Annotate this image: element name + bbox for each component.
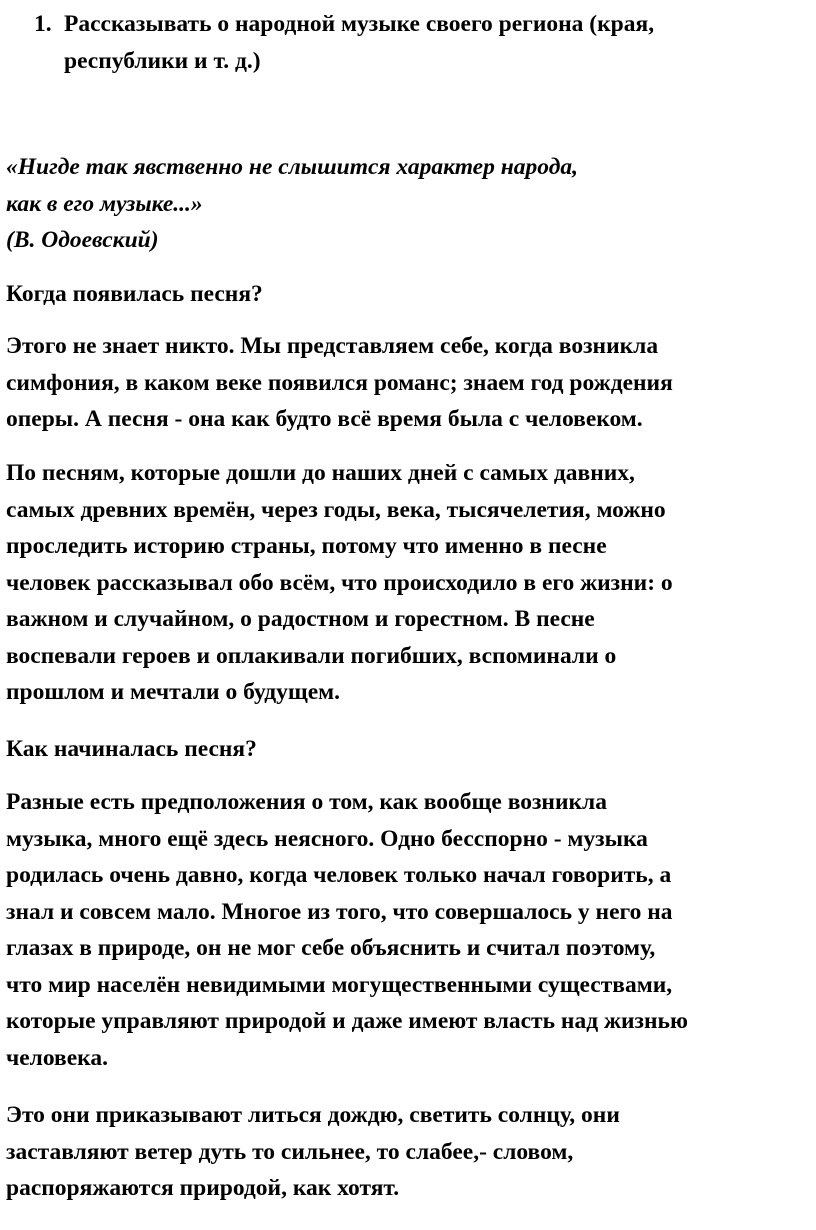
paragraph-4 [6,1097,620,1207]
paragraph-line: самых древних времён, через годы, века, тысячелетия, можно [6,496,666,523]
numbered-list [0,6,816,79]
paragraph-2 [6,455,673,711]
paragraph-line: музыка, много ещё здесь неясного. Одно бесспорно - музыка [6,825,648,852]
paragraph-line: знал и совсем мало. Многое из того, что совершалось у него на [6,898,673,925]
paragraph-3 [6,784,688,1076]
paragraph-line: человек рассказывал обо всём, что происходило в его жизни: о [6,569,673,596]
paragraph-line: Это они приказывают литься дождю, светить солнцу, они [6,1102,620,1128]
paragraph-line: симфония, в каком веке появился романс; знаем год рождения [6,369,673,396]
quote-line-2: как в его музыке...» [6,190,203,217]
paragraph-line: важном и случайном, о радостном и горестном. В песне [6,606,595,632]
paragraph-line: человека. [6,1044,108,1071]
paragraph-line: проследить историю страны, потому что именно в песне [6,533,607,559]
quote-author: (В. Одоевский) [6,227,159,253]
paragraph-1 [6,328,673,438]
paragraph-line: что мир населён невидимыми могущественными существами, [6,971,673,998]
paragraph-line: заставляют ветер дуть то сильнее, то слабее,- словом, [6,1138,574,1165]
list-item-line-2: республики и т. д.) [64,47,261,74]
heading-how-song-began: Как начиналась песня? [6,736,257,762]
paragraph-line: воспевали героев и оплакивали погибших, вспоминали о [6,642,617,669]
paragraph-line: По песням, которые дошли до наших дней с самых давних, [6,460,635,486]
paragraph-line: которые управляют природой и даже имеют власть над жизнью [6,1008,688,1034]
heading-when-song-appeared: Когда появилась песня? [6,281,263,307]
epigraph-quote [6,149,578,259]
paragraph-line: оперы. А песня - она как будто всё время была с человеком. [6,406,643,432]
paragraph-line: прошлом и мечтали о будущем. [6,679,341,705]
quote-line-1: «Нигде так явственно не слышится характер народа, [6,154,578,180]
list-item [0,6,816,79]
paragraph-line: распоряжаются природой, как хотят. [6,1175,400,1201]
list-number: 1. [34,11,52,37]
paragraph-line: Этого не знает никто. Мы представляем себе, когда возникла [6,333,659,359]
list-item-line-1: Рассказывать о народной музыке своего региона (края, [64,11,655,37]
paragraph-line: Разные есть предположения о том, как вообще возникла [6,789,607,815]
paragraph-line: глазах в природе, он не мог себе объяснить и считал поэтому, [6,935,656,961]
paragraph-line: родилась очень давно, когда человек только начал говорить, а [6,862,672,888]
